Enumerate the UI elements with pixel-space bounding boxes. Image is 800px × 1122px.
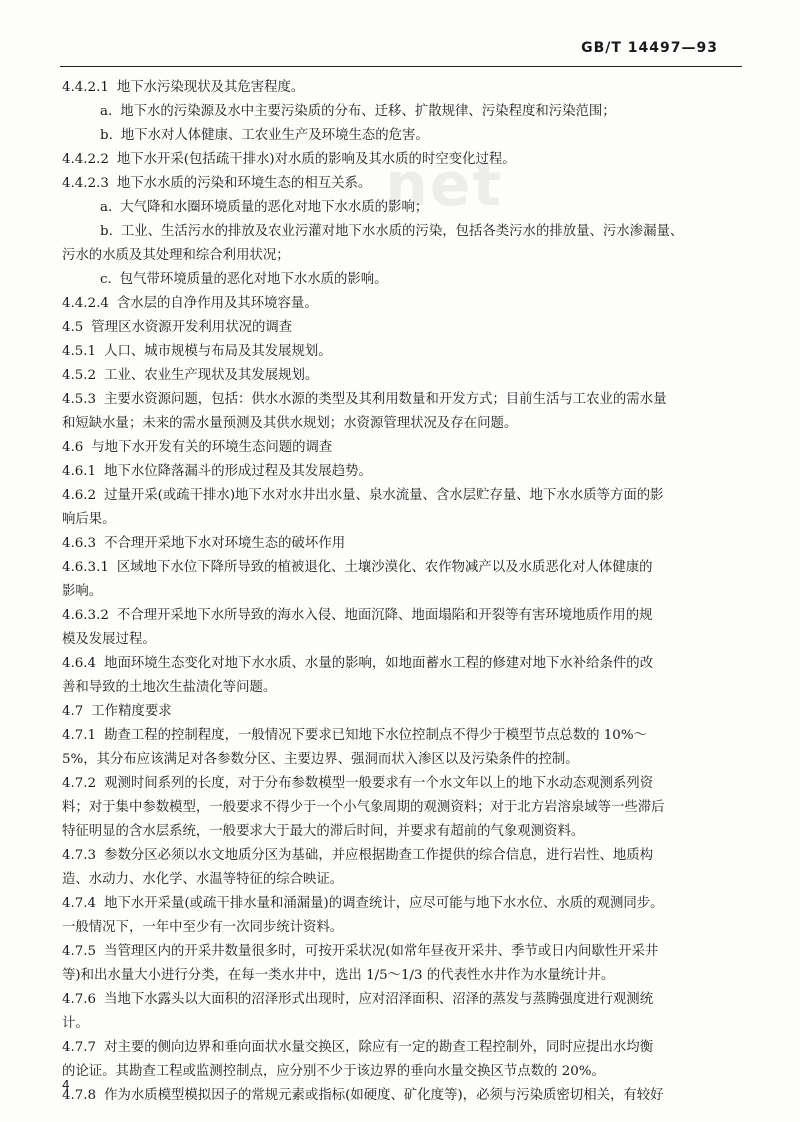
paragraph-line [62,172,782,196]
paragraph-line [62,844,782,868]
clause-text: 工业、农业生产现状及其发展规划。 [104,368,319,383]
paragraph-line [62,220,782,244]
paragraph-line [62,292,782,316]
clause-number: 4.7.8 [62,1088,97,1103]
paragraph-line [62,508,782,532]
paragraph-line [62,604,782,628]
paragraph-line [62,724,782,748]
clause-text: 工作精度要求 [91,704,172,719]
clause-text: 不合理开采地下水所导致的海水入侵、地面沉降、地面塌陷和开裂等有害环境地质作用的规 [116,608,653,623]
paragraph-line [62,1084,782,1108]
paragraph-line [62,460,782,484]
clause-number: 4.4.2.2 [62,152,109,167]
clause-text: 当地下水露头以大面积的沼泽形式出现时，应对沼泽面积、沼泽的蒸发与蒸腾强度进行观测统 [104,992,654,1007]
clause-text: 大气降和水圈环境质量的恶化对地下水水质的影响； [120,200,429,215]
clause-text: 人口、城市规模与布局及其发展规划。 [104,344,332,359]
paragraph-line [62,676,782,700]
clause-text: 地下水水质的污染和环境生态的相互关系。 [116,176,372,191]
clause-number: 4.7.4 [62,896,97,911]
clause-number: 4.4.2.1 [62,80,109,95]
paragraph-line [62,484,782,508]
paragraph-line [62,988,782,1012]
page-number: 4 [62,1078,70,1092]
clause-text: 地面环境生态变化对地下水水质、水量的影响，如地面蓄水工程的修建对地下水补给条件的改 [104,656,654,671]
clause-number: 4.4.2.3 [62,176,109,191]
clause-number: 4.6 [62,440,84,455]
clause-text: 一般情况下，一年中至少有一次同步统计资料。 [62,920,344,935]
clause-number: 4.5.2 [62,368,97,383]
clause-text: 对主要的侧向边界和垂向面状水量交换区，除应有一定的勘查工程控制外，同时应提出水均衡 [104,1040,654,1055]
clause-text: 地下水开采(包括疏干排水)对水质的影响及其水质的时空变化过程。 [116,152,516,167]
paragraph-line [62,628,782,652]
clause-number: 4.7.1 [62,728,97,743]
paragraph-line [62,772,782,796]
paragraph-line [62,1036,782,1060]
clause-text: 的论证。其勘查工程或监测控制点，应分别不少于该边界的垂向水量交换区节点数的 20%。 [62,1064,605,1079]
paragraph-line [62,388,782,412]
clause-text: 5%，其分布应该满足对各参数分区、主要边界、强洞而状入渗区以及污染条件的控制。 [62,752,579,767]
clause-text: 和短缺水量；未来的需水量预测及其供水规划；水资源管理状况及存在问题。 [62,416,518,431]
clause-number: 4.6.3 [62,536,97,551]
clause-number: 4.5.3 [62,392,97,407]
paragraph-line [62,748,782,772]
clause-number: 4.6.3.1 [62,560,109,575]
paragraph-line [62,868,782,892]
clause-text: 主要水资源问题，包括：供水水源的类型及其利用数量和开发方式；目前生活与工农业的需水量 [104,392,667,407]
clause-text: 影响。 [62,584,103,599]
clause-number: 4.6.2 [62,488,97,503]
clause-text: 善和导致的土地次生盐渍化等问题。 [62,680,277,695]
clause-text: 地下水对人体健康、工农业生产及环境生态的危害。 [120,128,429,143]
clause-text: 含水层的自净作用及其环境容量。 [116,296,318,311]
paragraph-line [62,316,782,340]
clause-text: 模及发展过程。 [62,632,156,647]
paragraph-line [62,1012,782,1036]
clause-text: 计。 [62,1016,89,1031]
clause-text: 等)和出水量大小进行分类，在每一类水井中，选出 1/5～1/3 的代表性水井作为水量统计井。 [62,968,615,983]
paragraph-line [62,796,782,820]
clause-text: 过量开采(或疏干排水)地下水对水井出水量、泉水流量、含水层贮存量、地下水水质等方面的影 [104,488,664,503]
paragraph-line [62,196,782,220]
clause-number: 4.6.3.2 [62,608,109,623]
paragraph-line [62,700,782,724]
paragraph-line [62,820,782,844]
header-rule [60,66,742,67]
standard-code: GB/T 14497—93 [581,40,718,56]
clause-number: 4.7.3 [62,848,97,863]
clause-text: 当管理区内的开采井数量很多时，可按开采状况(如常年昼夜开采井、季节或日内间歇性开采井 [104,944,659,959]
watermark: net [385,150,504,220]
clause-text: 污水的水质及其处理和综合利用状况； [62,248,290,263]
paragraph-line [62,916,782,940]
clause-text: 造、水动力、水化学、水温等特征的综合映证。 [62,872,344,887]
clause-number: a. [100,200,113,215]
clause-text: 与地下水开发有关的环境生态问题的调查 [91,440,333,455]
clause-number: c. [100,272,112,287]
paragraph-line [62,436,782,460]
clause-text: 地下水位降落漏斗的形成过程及其发展趋势。 [104,464,372,479]
paragraph-line [62,580,782,604]
clause-text: 包气带环境质量的恶化对地下水水质的影响。 [119,272,388,287]
paragraph-line [62,532,782,556]
clause-text: 工业、生活污水的排放及农业污灌对地下水水质的污染，包括各类污水的排放量、污水渗漏量、 [120,224,684,239]
clause-text: 作为水质模型模拟因子的常规元素或指标(如硬度、矿化度等)，必须与污染质密切相关，有较好 [104,1088,664,1103]
clause-text: 观测时间系列的长度，对于分布参数模型一般要求有一个水文年以上的地下水动态观测系列资 [104,776,654,791]
clause-text: 特征明显的含水层系统，一般要求大于最大的滞后时间，并要求有超前的气象观测资料。 [62,824,585,839]
clause-number: 4.6.4 [62,656,97,671]
clause-number: 4.7 [62,704,84,719]
paragraph-line [62,124,782,148]
clause-text: 勘查工程的控制程度，一般情况下要求已知地下水位控制点不得少于模型节点总数的 10%～ [104,728,647,743]
paragraph-line [62,412,782,436]
paragraph-line [62,244,782,268]
clause-text: 地下水开采量(或疏干排水量和涌漏量)的调查统计，应尽可能与地下水水位、水质的观测同步。 [104,896,664,911]
paragraph-line [62,940,782,964]
paragraph-line [62,652,782,676]
body-text [62,76,782,1108]
paragraph-line [62,76,782,100]
clause-text: 不合理开采地下水对环境生态的破坏作用 [104,536,346,551]
clause-number: 4.7.6 [62,992,97,1007]
paragraph-line [62,148,782,172]
paragraph-line [62,1060,782,1084]
paragraph-line [62,892,782,916]
clause-text: 地下水污染现状及其危害程度。 [116,80,305,95]
clause-number: 4.7.5 [62,944,97,959]
clause-text: 参数分区必须以水文地质分区为基础，并应根据勘查工作提供的综合信息，进行岩性、地质构 [104,848,654,863]
paragraph-line [62,556,782,580]
clause-text: 地下水的污染源及水中主要污染质的分布、迁移、扩散规律、污染程度和污染范围； [120,104,616,119]
paragraph-line [62,100,782,124]
paragraph-line [62,364,782,388]
clause-number: b. [100,224,113,239]
clause-number: 4.4.2.4 [62,296,109,311]
clause-text: 管理区水资源开发利用状况的调查 [91,320,293,335]
clause-text: 响后果。 [62,512,116,527]
paragraph-line [62,340,782,364]
clause-text: 料；对于集中参数模型，一般要求不得少于一个小气象周期的观测资料；对于北方岩溶泉域等一些滞后 [62,800,665,815]
clause-number: 4.5.1 [62,344,97,359]
clause-number: 4.6.1 [62,464,97,479]
clause-text: 区域地下水位下降所导致的植被退化、土壤沙漠化、农作物减产以及水质恶化对人体健康的 [116,560,653,575]
clause-number: 4.7.2 [62,776,97,791]
clause-number: 4.5 [62,320,84,335]
paragraph-line [62,964,782,988]
clause-number: 4.7.7 [62,1040,97,1055]
paragraph-line [62,268,782,292]
clause-number: a. [100,104,113,119]
clause-number: b. [100,128,113,143]
